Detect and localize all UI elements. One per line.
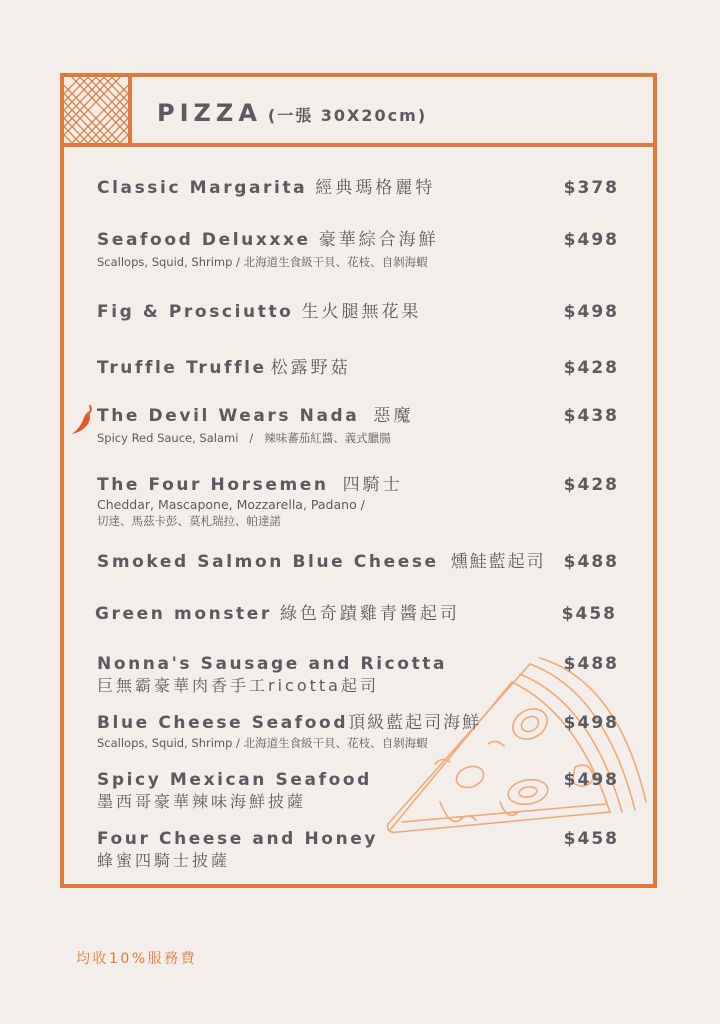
item-name: Seafood Deluxxxe [97, 230, 311, 250]
item-description: Cheddar, Mascapone, Mozzarella, Padano / [97, 497, 365, 512]
item-price: $428 [563, 475, 619, 495]
item-name: Truffle Truffle [97, 358, 267, 378]
item-price: $458 [561, 604, 617, 624]
item-name-zh: 頂級藍起司海鮮 [348, 713, 482, 733]
item-name: The Four Horsemen [97, 475, 329, 495]
menu-item [97, 551, 619, 573]
item-name: Four Cheese and Honey [97, 829, 379, 849]
item-name-zh: 燻鮭藍起司 [450, 552, 546, 572]
menu-item [97, 357, 619, 379]
menu-title [157, 99, 427, 127]
item-price: $498 [563, 302, 619, 322]
item-name-zh: 豪華綜合海鮮 [318, 230, 439, 250]
item-price: $458 [563, 829, 619, 849]
diamond-pattern-decoration [64, 77, 132, 143]
item-name-zh: 松露野菇 [270, 358, 351, 378]
service-charge-note: 均收10%服務費 [76, 951, 198, 967]
item-price: $498 [563, 770, 619, 790]
item-name: Classic Margarita [97, 178, 308, 198]
menu-item [95, 603, 617, 625]
item-price: $378 [563, 178, 619, 198]
item-name-zh: 綠色奇蹟雞青醬起司 [279, 604, 460, 624]
menu-item [97, 301, 619, 323]
item-name: Green monster [95, 604, 272, 624]
item-description-zh: 切達、馬茲卡彭、莫札瑞拉、帕達諾 [97, 514, 281, 528]
item-description: Scallops, Squid, Shrimp / 北海道生食級干貝、花枝、自剝海蝦 [97, 255, 428, 269]
title-text: PIZZA [157, 99, 262, 127]
item-price: $498 [563, 713, 619, 733]
item-name: Blue Cheese Seafood [97, 713, 349, 733]
menu-item [97, 653, 619, 696]
menu-item [97, 405, 619, 446]
item-price: $438 [563, 406, 619, 426]
chili-pepper-icon [70, 404, 94, 436]
menu-item [97, 177, 619, 199]
menu-item [97, 229, 619, 270]
item-name-zh: 經典瑪格麗特 [315, 178, 436, 198]
item-name: The Devil Wears Nada [97, 406, 360, 426]
item-name-zh: 生火腿無花果 [301, 302, 422, 322]
item-price: $488 [563, 654, 619, 674]
menu-item [97, 712, 619, 751]
item-name-zh: 惡魔 [373, 406, 414, 426]
menu-item [97, 474, 619, 529]
title-size-note: (一張 30X20cm) [267, 106, 428, 125]
item-name-zh: 蜂蜜四騎士披薩 [97, 851, 231, 870]
menu-header [64, 77, 653, 147]
item-description: Scallops, Squid, Shrimp / 北海道生食級干貝、花枝、自剝海蝦 [97, 736, 428, 750]
item-name: Fig & Prosciutto [97, 302, 294, 322]
item-name: Nonna's Sausage and Ricotta [97, 654, 448, 674]
item-name-zh: 巨無霸豪華肉香手工ricotta起司 [97, 676, 379, 695]
item-name-zh: 四騎士 [342, 475, 403, 495]
menu-item [97, 828, 619, 871]
item-name-zh: 墨西哥豪華辣味海鮮披薩 [97, 792, 307, 811]
item-description: Spicy Red Sauce, Salami / 辣味蕃茄紅醬、義式臘腸 [97, 431, 391, 445]
item-name: Spicy Mexican Seafood [97, 770, 372, 790]
item-name: Smoked Salmon Blue Cheese [97, 552, 439, 572]
item-price: $498 [563, 230, 619, 250]
item-price: $488 [563, 552, 619, 572]
menu-item [97, 769, 619, 812]
item-price: $428 [563, 358, 619, 378]
